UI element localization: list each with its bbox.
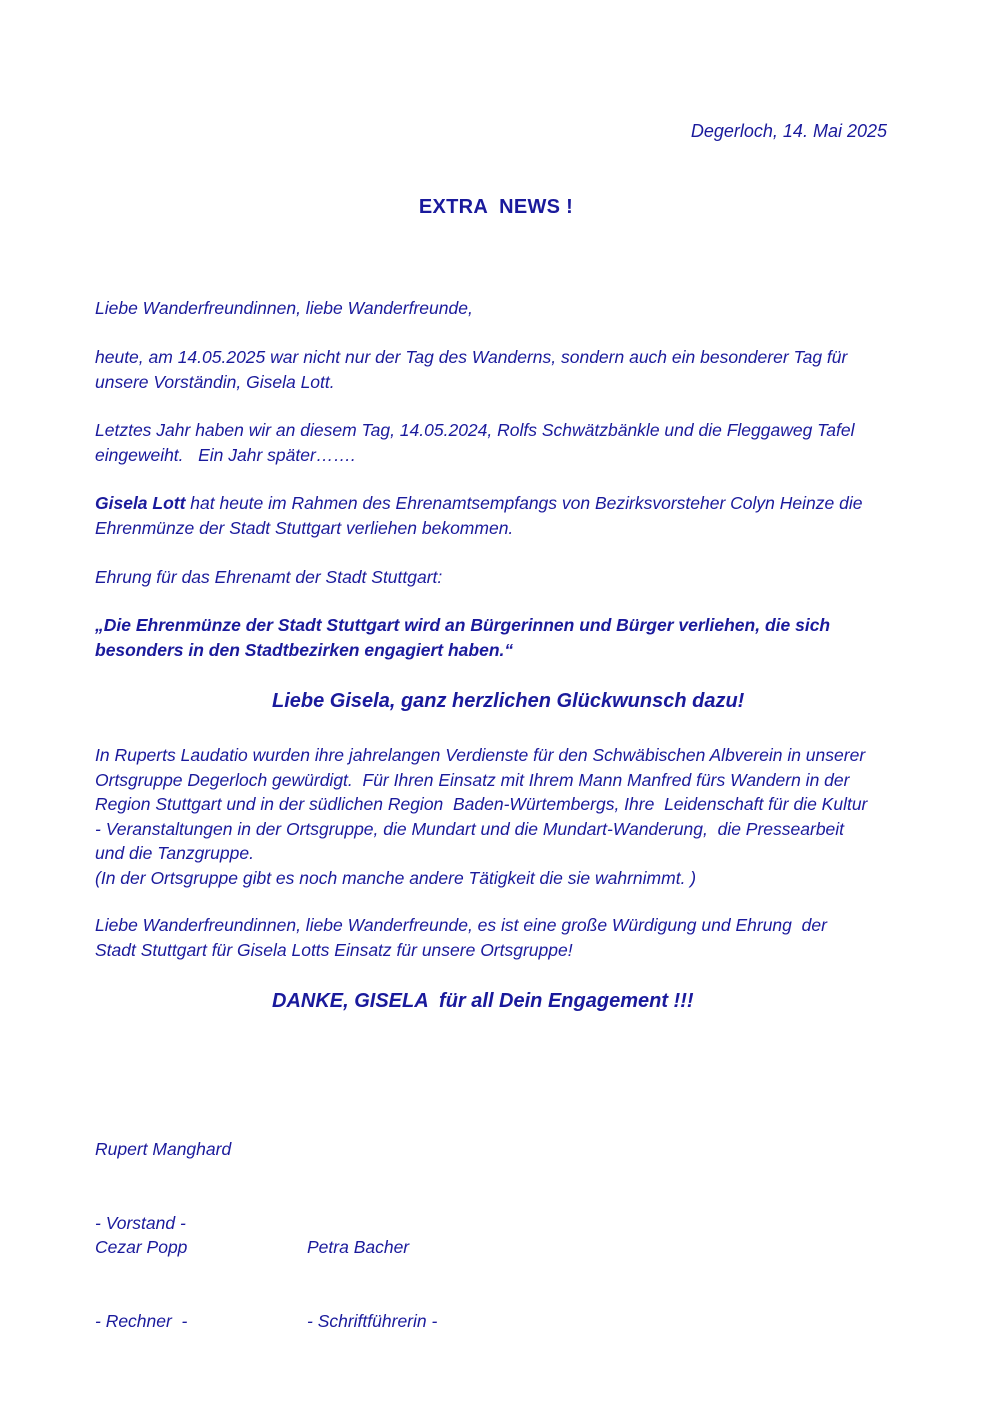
date-line: Degerloch, 14. Mai 2025 bbox=[690, 121, 887, 141]
signature-role: - Schriftführerin - bbox=[307, 1310, 438, 1331]
award-quote-line: besonders in den Stadtbezirken engagiert haben.“ bbox=[95, 639, 514, 660]
greeting-text: Liebe Wanderfreundinnen, liebe Wanderfreunde, bbox=[95, 298, 473, 318]
paragraph-award bbox=[95, 491, 905, 540]
congratulations-line: Liebe Gisela, ganz herzlichen Glückwunsch dazu! bbox=[272, 690, 745, 712]
laudatio-line: und die Tanzgruppe. bbox=[95, 843, 254, 864]
award-quote-line: „Die Ehrenmünze der Stadt Stuttgart wird an Bürgerinnen und Bürger verliehen, die sich bbox=[95, 615, 831, 635]
signature-secretary bbox=[307, 1186, 437, 1383]
paragraph-last-year-line: Letztes Jahr haben wir an diesem Tag, 14.05.2024, Rolfs Schwätzbänkle und die Fleggaweg Tafel bbox=[95, 420, 855, 440]
signature-treasurer bbox=[95, 1186, 187, 1383]
signature-role: - Vorstand - bbox=[95, 1212, 186, 1233]
laudatio-line: Region Stuttgart und in der südlichen Region Baden-Würtembergs, Ihre Leidenschaft für die Kultur bbox=[95, 794, 868, 815]
signature-name: Cezar Popp bbox=[95, 1237, 188, 1258]
closing-line: Stadt Stuttgart für Gisela Lotts Einsatz für unsere Ortsgruppe! bbox=[95, 939, 573, 960]
honor-intro-text: Ehrung für das Ehrenamt der Stadt Stuttgart: bbox=[95, 567, 443, 587]
paragraph-award-line bbox=[95, 491, 905, 516]
paragraph-today bbox=[95, 345, 905, 394]
award-recipient-name: Gisela Lott bbox=[95, 493, 186, 513]
paragraph-last-year bbox=[95, 418, 905, 467]
award-quote bbox=[95, 613, 905, 662]
laudatio-line: - Veranstaltungen in der Ortsgruppe, die Mundart und die Mundart-Wanderung, die Pressearbeit bbox=[95, 818, 845, 839]
honor-intro bbox=[95, 565, 905, 590]
signature-name: Rupert Manghard bbox=[95, 1139, 232, 1160]
laudatio-line: (In der Ortsgruppe gibt es noch manche andere Tätigkeit die sie wahrnimmt. ) bbox=[95, 867, 697, 888]
award-line-text: hat heute im Rahmen des Ehrenamtsempfangs von Bezirksvorsteher Colyn Heinze die bbox=[185, 493, 863, 513]
signature-role: - Rechner - bbox=[95, 1310, 188, 1331]
thanks-line: DANKE, GISELA für all Dein Engagement !!! bbox=[272, 990, 694, 1012]
greeting bbox=[95, 296, 905, 321]
paragraph-today-line: unsere Vorständin, Gisela Lott. bbox=[95, 371, 335, 392]
paragraph-today-line: heute, am 14.05.2025 war nicht nur der Tag des Wanderns, sondern auch ein besonderer Tag für bbox=[95, 347, 848, 367]
laudatio-line: In Ruperts Laudatio wurden ihre jahrelangen Verdienste für den Schwäbischen Albverein in unserer bbox=[95, 745, 866, 765]
laudatio-paragraph bbox=[95, 743, 915, 891]
headline: EXTRA NEWS ! bbox=[418, 196, 574, 218]
closing-line: Liebe Wanderfreundinnen, liebe Wanderfreunde, es ist eine große Würdigung und Ehrung der bbox=[95, 915, 827, 935]
signature-name: Petra Bacher bbox=[307, 1237, 410, 1258]
laudatio-line: Ortsgruppe Degerloch gewürdigt. Für Ihren Einsatz mit Ihrem Mann Manfred fürs Wandern in der bbox=[95, 769, 850, 790]
paragraph-last-year-line: eingeweiht. Ein Jahr später……. bbox=[95, 444, 356, 465]
closing-paragraph bbox=[95, 913, 905, 962]
paragraph-award-line: Ehrenmünze der Stadt Stuttgart verliehen bekommen. bbox=[95, 517, 514, 538]
